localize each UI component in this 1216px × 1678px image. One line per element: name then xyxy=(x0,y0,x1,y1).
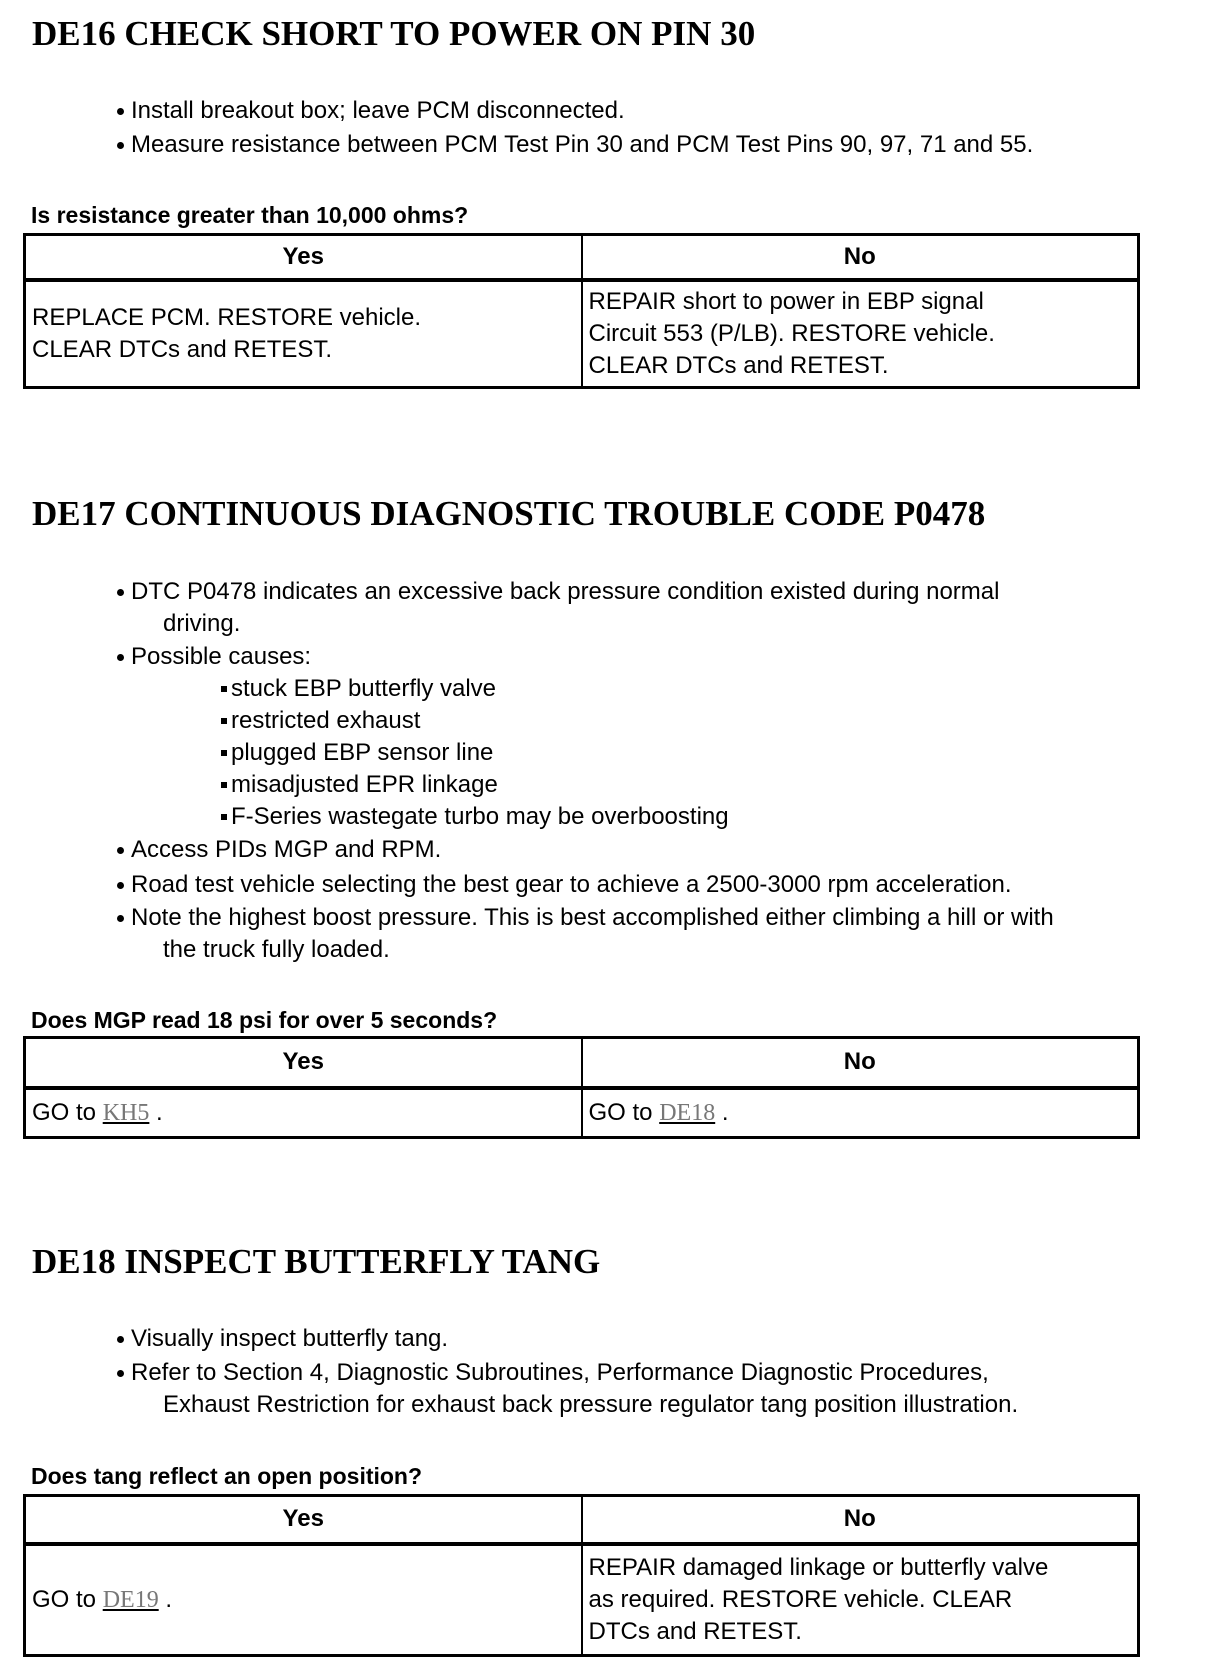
no-cell xyxy=(582,280,1139,388)
yes-cell xyxy=(25,1544,582,1656)
yes-header: Yes xyxy=(25,1038,582,1088)
bullet-icon xyxy=(117,1336,124,1343)
cause-text: misadjusted EPR linkage xyxy=(231,771,498,798)
step-text: Note the highest boost pressure. This is best accomplished either climbing a hill or with xyxy=(131,904,1054,931)
step-text: Access PIDs MGP and RPM. xyxy=(131,836,442,863)
section-title-de18: DE18 INSPECT BUTTERFLY TANG xyxy=(32,1242,601,1281)
go-to-text: GO to xyxy=(32,1098,97,1126)
step-text: Exhaust Restriction for exhaust back pressure regulator tang position illustration. xyxy=(163,1391,1019,1418)
link-de18[interactable]: DE18 xyxy=(659,1099,716,1126)
link-kh5[interactable]: KH5 xyxy=(102,1099,150,1126)
bullet-icon xyxy=(117,882,124,889)
no-line: Circuit 553 (P/LB). RESTORE vehicle. xyxy=(588,319,995,347)
no-line: DTCs and RETEST. xyxy=(588,1617,802,1645)
yes-line: REPLACE PCM. RESTORE vehicle. xyxy=(32,303,422,331)
sub-bullet-icon xyxy=(221,782,227,788)
bullet-icon xyxy=(117,915,124,922)
go-to-text: GO to xyxy=(588,1098,653,1126)
step-text: the truck fully loaded. xyxy=(163,936,390,963)
no-cell xyxy=(582,1544,1139,1656)
bullet-icon xyxy=(117,589,124,596)
yes-cell xyxy=(25,1088,582,1138)
step-text: Road test vehicle selecting the best gear to achieve a 2500-3000 rpm acceleration. xyxy=(131,871,1012,898)
result-table-de17 xyxy=(23,1036,1140,1139)
result-table-de18 xyxy=(23,1494,1140,1657)
yes-header: Yes xyxy=(25,235,582,280)
step-text: Visually inspect butterfly tang. xyxy=(131,1325,449,1352)
cause-text: restricted exhaust xyxy=(231,707,421,734)
no-line: REPAIR short to power in EBP signal xyxy=(588,287,984,315)
step-text: Measure resistance between PCM Test Pin 30 and PCM Test Pins 90, 97, 71 and 55. xyxy=(131,131,1034,158)
bullet-icon xyxy=(117,108,124,115)
link-de19[interactable]: DE19 xyxy=(102,1586,159,1613)
section-title-de16: DE16 CHECK SHORT TO POWER ON PIN 30 xyxy=(32,14,756,53)
no-header: No xyxy=(582,1496,1139,1544)
no-cell xyxy=(582,1088,1139,1138)
no-header: No xyxy=(582,235,1139,280)
yes-cell xyxy=(25,280,582,388)
step-text: DTC P0478 indicates an excessive back pressure condition existed during normal xyxy=(131,578,1000,605)
question: Does tang reflect an open position? xyxy=(31,1463,423,1489)
step-text: Install breakout box; leave PCM disconnected. xyxy=(131,97,625,124)
bullet-icon xyxy=(117,1370,124,1377)
sub-bullet-icon xyxy=(221,814,227,820)
bullet-icon xyxy=(117,142,124,149)
yes-header: Yes xyxy=(25,1496,582,1544)
cause-text: plugged EBP sensor line xyxy=(231,739,494,766)
question: Is resistance greater than 10,000 ohms? xyxy=(31,202,469,228)
sub-bullet-icon xyxy=(221,718,227,724)
no-line: REPAIR damaged linkage or butterfly valve xyxy=(588,1553,1049,1581)
no-line: as required. RESTORE vehicle. CLEAR xyxy=(588,1585,1013,1613)
yes-line: CLEAR DTCs and RETEST. xyxy=(32,335,333,363)
cause-text: F-Series wastegate turbo may be overboosting xyxy=(231,803,729,830)
sub-bullet-icon xyxy=(221,750,227,756)
step-text: Possible causes: xyxy=(131,643,312,670)
go-to-text: GO to xyxy=(32,1585,97,1613)
cause-text: stuck EBP butterfly valve xyxy=(231,675,497,702)
no-line: CLEAR DTCs and RETEST. xyxy=(588,351,889,379)
sub-bullet-icon xyxy=(221,686,227,692)
period: . xyxy=(721,1098,729,1126)
section-title-de17: DE17 CONTINUOUS DIAGNOSTIC TROUBLE CODE P0478 xyxy=(32,494,986,533)
question: Does MGP read 18 psi for over 5 seconds? xyxy=(31,1007,498,1033)
no-header: No xyxy=(582,1038,1139,1088)
period: . xyxy=(156,1098,163,1126)
step-text: driving. xyxy=(163,610,241,637)
bullet-icon xyxy=(117,847,124,854)
result-table-de16 xyxy=(23,233,1140,389)
bullet-icon xyxy=(117,654,124,661)
step-text: Refer to Section 4, Diagnostic Subroutines, Performance Diagnostic Procedures, xyxy=(131,1359,989,1386)
period: . xyxy=(165,1585,173,1613)
